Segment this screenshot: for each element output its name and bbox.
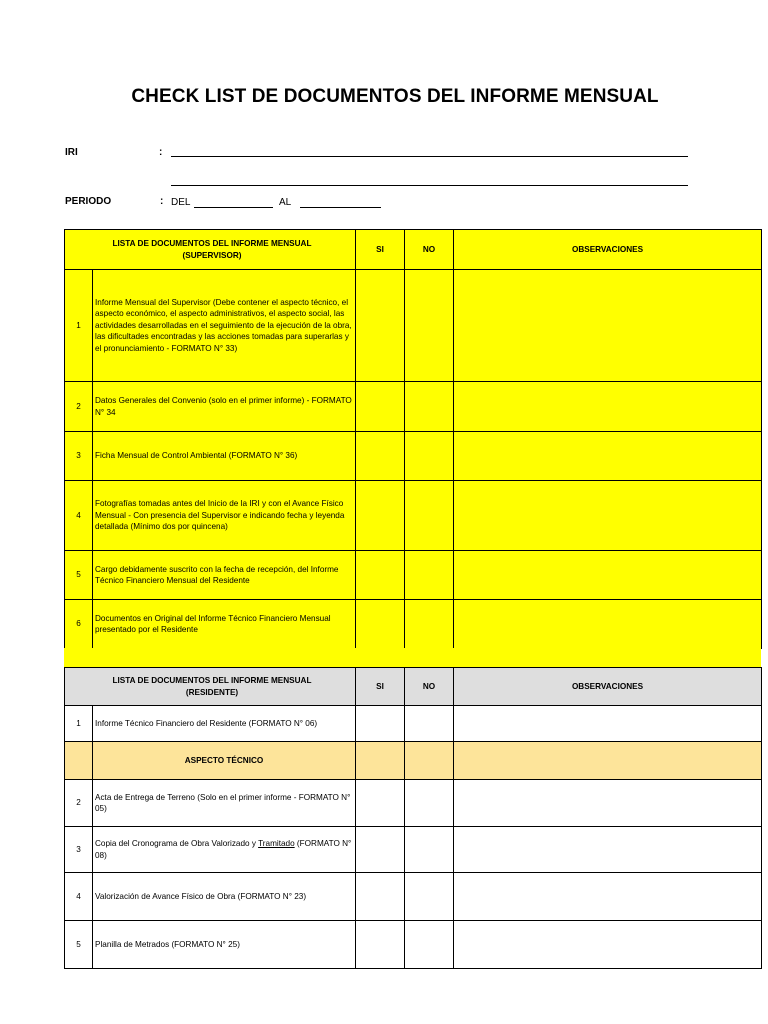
table-row (65, 921, 762, 969)
observaciones-header: OBSERVACIONES (454, 668, 762, 706)
table-row (65, 780, 762, 827)
si-checkbox-cell[interactable] (356, 780, 405, 827)
observaciones-header: OBSERVACIONES (454, 230, 762, 270)
yellow-separator-band (64, 648, 761, 667)
del-label: DEL (171, 197, 191, 208)
si-checkbox-cell[interactable] (356, 481, 405, 551)
si-checkbox-cell[interactable] (356, 921, 405, 969)
list-header: LISTA DE DOCUMENTOS DEL INFORME MENSUAL (RESIDENTE) (65, 668, 356, 706)
row-description: Acta de Entrega de Terreno (Solo en el primer informe - FORMATO N° 05) (93, 780, 356, 827)
no-checkbox-cell[interactable] (405, 551, 454, 600)
row-description: Cargo debidamente suscrito con la fecha de recepción, del Informe Técnico Financiero Mensual del Residente (93, 551, 356, 600)
no-header: NO (405, 230, 454, 270)
no-checkbox-cell[interactable] (405, 270, 454, 382)
row-description (93, 827, 356, 873)
no-checkbox-cell[interactable] (405, 432, 454, 481)
row-description: Valorización de Avance Físico de Obra (FORMATO N° 23) (93, 873, 356, 921)
si-checkbox-cell[interactable] (356, 706, 405, 742)
row-description: Datos Generales del Convenio (solo en el primer informe) - FORMATO N° 34 (93, 382, 356, 432)
iri-line-2[interactable] (171, 185, 688, 186)
observaciones-cell[interactable] (454, 481, 762, 551)
si-header: SI (356, 668, 405, 706)
observaciones-cell[interactable] (454, 382, 762, 432)
no-checkbox-cell[interactable] (405, 780, 454, 827)
si-checkbox-cell[interactable] (356, 432, 405, 481)
no-checkbox-cell[interactable] (405, 706, 454, 742)
iri-line-1[interactable] (171, 156, 688, 157)
si-checkbox-cell[interactable] (356, 551, 405, 600)
observaciones-cell[interactable] (454, 600, 762, 649)
table-row (65, 551, 762, 600)
observaciones-cell[interactable] (454, 780, 762, 827)
table-row (65, 432, 762, 481)
table-row (65, 382, 762, 432)
row-description: Fotografías tomadas antes del Inicio de la IRI y con el Avance Físico Mensual - Con presencia del Supervisor e indicando fecha y leyenda detallada (Mínimo dos por quincena) (93, 481, 356, 551)
row-number: 4 (65, 873, 93, 921)
no-checkbox-cell[interactable] (405, 382, 454, 432)
no-checkbox-cell[interactable] (405, 600, 454, 649)
table-header-row (65, 230, 762, 270)
row-description-part: (FORMATO N° 08) (95, 839, 352, 860)
row-description-part: Copia del Cronograma de Obra Valorizado y (95, 839, 259, 848)
section-obs-cell (454, 742, 762, 780)
section-no-cell (405, 742, 454, 780)
row-number: 5 (65, 551, 93, 600)
no-header: NO (405, 668, 454, 706)
row-number: 2 (65, 780, 93, 827)
table-row (65, 481, 762, 551)
si-checkbox-cell[interactable] (356, 600, 405, 649)
observaciones-cell[interactable] (454, 551, 762, 600)
table-row (65, 270, 762, 382)
residente-checklist-table (64, 667, 762, 969)
row-description: Planilla de Metrados (FORMATO N° 25) (93, 921, 356, 969)
row-number: 3 (65, 432, 93, 481)
del-date-line[interactable] (194, 207, 273, 208)
si-checkbox-cell[interactable] (356, 270, 405, 382)
periodo-label: PERIODO (65, 196, 112, 207)
row-number: 2 (65, 382, 93, 432)
no-checkbox-cell[interactable] (405, 481, 454, 551)
al-date-line[interactable] (300, 207, 381, 208)
row-number: 3 (65, 827, 93, 873)
section-aspecto-tecnico: ASPECTO TÉCNICO (93, 742, 356, 780)
table-row (65, 600, 762, 649)
row-number: 5 (65, 921, 93, 969)
section-si-cell (356, 742, 405, 780)
row-description: Informe Técnico Financiero del Residente (FORMATO N° 06) (93, 706, 356, 742)
row-number: 1 (65, 270, 93, 382)
observaciones-cell[interactable] (454, 827, 762, 873)
no-checkbox-cell[interactable] (405, 921, 454, 969)
row-description: Documentos en Original del Informe Técnico Financiero Mensual presentado por el Residente (93, 600, 356, 649)
row-number: 6 (65, 600, 93, 649)
observaciones-cell[interactable] (454, 873, 762, 921)
table-row (65, 706, 762, 742)
si-checkbox-cell[interactable] (356, 827, 405, 873)
no-checkbox-cell[interactable] (405, 827, 454, 873)
iri-label: IRI (65, 147, 78, 158)
si-checkbox-cell[interactable] (356, 873, 405, 921)
si-header: SI (356, 230, 405, 270)
iri-colon: : (159, 147, 163, 158)
table-row (65, 873, 762, 921)
table-header-row (65, 668, 762, 706)
row-description: Informe Mensual del Supervisor (Debe contener el aspecto técnico, el aspecto económico, el aspecto administrativos, el aspecto social, las actividades desarrolladas en el seguimiento de la ejecución de la obra, las dificultades encontradas y las acciones tomadas para superarlas y el pronunciamiento - FORMATO N° 33) (93, 270, 356, 382)
section-number-cell (65, 742, 93, 780)
section-row (65, 742, 762, 780)
row-number: 4 (65, 481, 93, 551)
no-checkbox-cell[interactable] (405, 873, 454, 921)
table-row (65, 827, 762, 873)
supervisor-checklist-table (64, 229, 762, 649)
observaciones-cell[interactable] (454, 432, 762, 481)
list-header: LISTA DE DOCUMENTOS DEL INFORME MENSUAL (SUPERVISOR) (65, 230, 356, 270)
observaciones-cell[interactable] (454, 921, 762, 969)
row-description: Ficha Mensual de Control Ambiental (FORMATO N° 36) (93, 432, 356, 481)
observaciones-cell[interactable] (454, 270, 762, 382)
al-label: AL (279, 197, 292, 208)
row-description-underlined: Tramitado (258, 839, 295, 848)
row-number: 1 (65, 706, 93, 742)
observaciones-cell[interactable] (454, 706, 762, 742)
periodo-colon: : (160, 196, 164, 207)
si-checkbox-cell[interactable] (356, 382, 405, 432)
page-title: CHECK LIST DE DOCUMENTOS DEL INFORME MENSUAL (131, 86, 659, 107)
